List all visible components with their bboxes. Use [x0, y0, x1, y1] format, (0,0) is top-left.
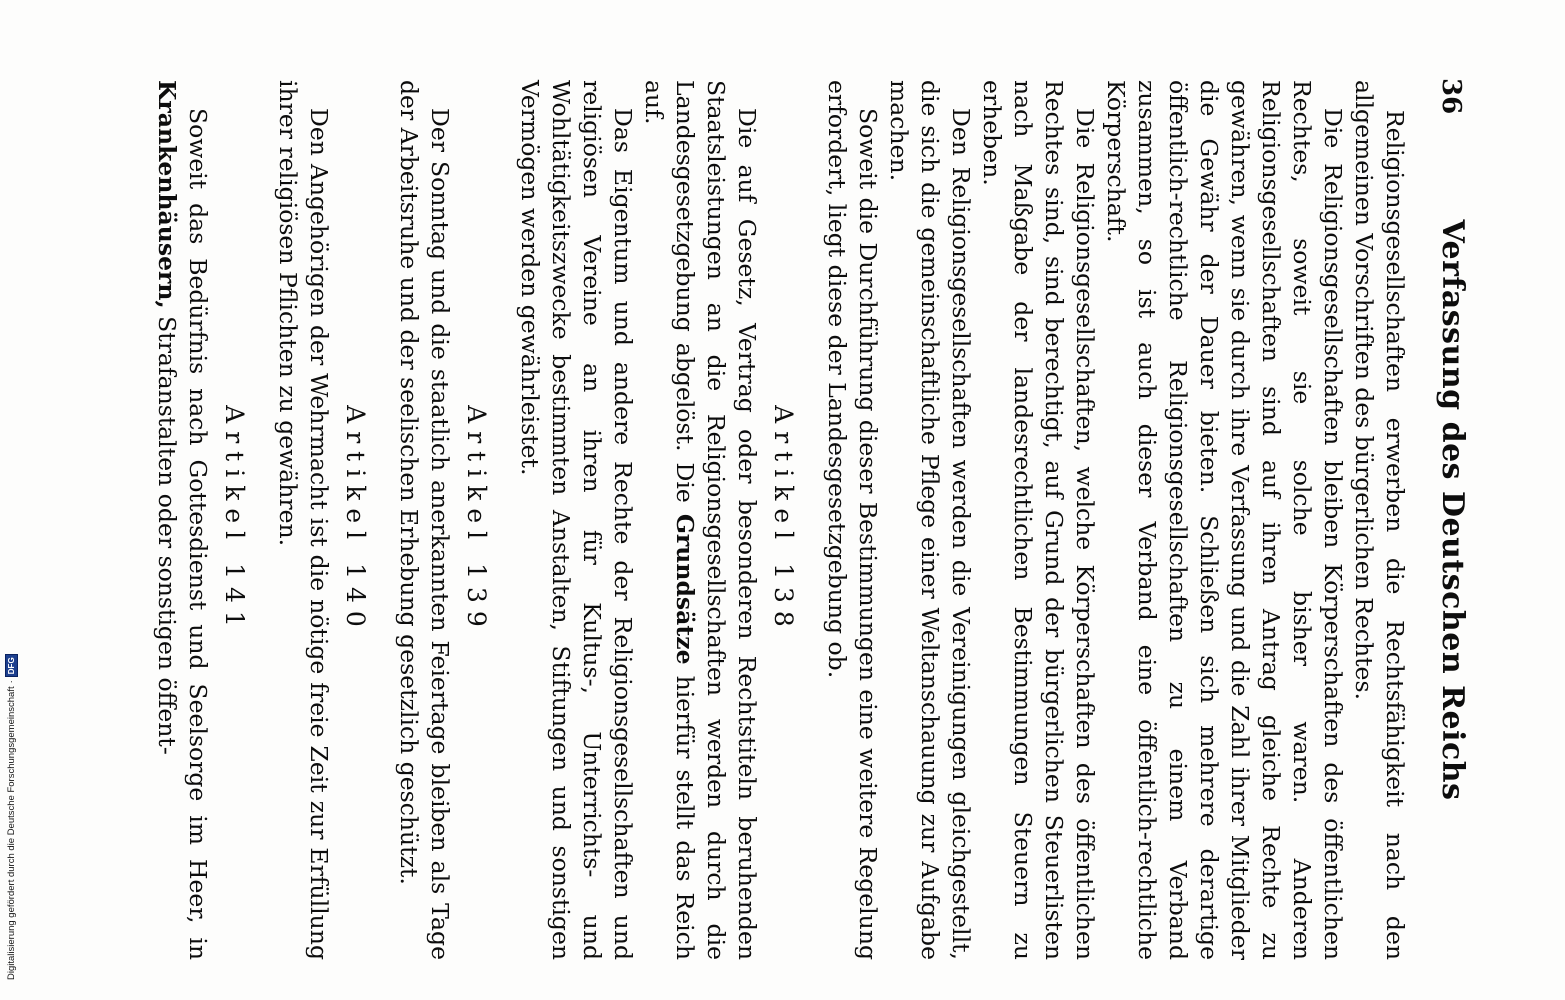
running-head	[1422, 70, 1470, 950]
running-title: Verfassung des Deutschen Reichs	[1435, 219, 1470, 801]
paragraph	[638, 80, 762, 960]
body-text	[151, 80, 1410, 960]
bold-word: Grundsätze	[671, 513, 699, 665]
paragraph: Das Eigentum und andere Rechte der Religionsgesellschaften und religiösen Vereine an ihren für Kultus-, Unterrichts- und Wohltätigkeitszwecke bestimmten Anstalten, Stiftungen und sonstigen Vermögen werden gewährleistet.	[516, 80, 637, 960]
paragraph: Die Religionsgesellschaften bleiben Körperschaften des öffentlichen Rechtes, soweit sie solche bisher waren. Anderen Religionsgesellschaften sind auf ihren Antrag gleiche Rechte zu gewähren, wenn sie durch ihre Verfassung und die Zahl ihrer Mitglieder die Gewähr der Dauer bieten. Schließen sich mehrere derartige öffentlich-rechtliche Religionsgesellschaften zu einem Verband zusammen, so ist auch dieser Verband eine öffentlich-rechtliche Körperschaft.	[1102, 80, 1347, 960]
bold-word: Krankenhäusern,	[153, 80, 181, 309]
paragraph-text: hierfür stellt das Reich auf.	[640, 80, 699, 960]
dfg-logo-icon: DFG	[5, 654, 18, 677]
printed-page	[70, 70, 1470, 960]
paragraph-text: Die auf Gesetz, Vertrag oder besonderen Rechtstiteln beruhenden Staatsleistungen an die Religionsgesellschaften werden durch die Landesgesetzgebung abgelöst.	[671, 80, 761, 960]
paragraph-text: Die	[671, 462, 699, 503]
paragraph	[151, 80, 213, 960]
paragraph: Die Religionsgesellschaften, welche Körperschaften des öffentlichen Rechtes sind, sind berechtigt, auf Grund der bürgerlichen Steuerlisten nach Maßgabe der landesrechtlichen Bestimmungen Steuern zu erheben.	[978, 80, 1099, 960]
article-heading-140: Artikel 140	[341, 405, 370, 635]
paragraph-text: Soweit das Bedürfnis nach Gottesdienst und Seelsorge im Heer, in	[184, 108, 212, 960]
article-heading-139: Artikel 139	[462, 405, 491, 635]
digitization-footer: Digitalisierung gefördert durch die Deutsche Forschungsgemeinschaft · DFG	[4, 580, 18, 980]
article-heading-141: Artikel 141	[220, 405, 249, 635]
footer-text: Digitalisierung gefördert durch die Deutsche Forschungsgemeinschaft	[5, 686, 17, 980]
paragraph-text: Strafanstalten oder sonstigen öffent-	[153, 316, 181, 755]
page-number: 36	[1436, 78, 1466, 115]
paragraph: Der Sonntag und die staatlich anerkannten Feiertage bleiben als Tage der Arbeitsruhe und der seelischen Erhebung gesetzlich geschützt.	[395, 80, 454, 960]
paragraph: Soweit die Durchführung dieser Bestimmungen eine weitere Regelung erfordert, liegt diese der Landesgesetzgebung ob.	[823, 80, 882, 960]
paragraph: Den Religionsgesellschaften werden die Vereinigungen gleichgestellt, die sich die gemeinschaftliche Pflege einer Weltanschauung zur Aufgabe machen.	[885, 80, 975, 960]
paragraph: Religionsgesellschaften erwerben die Rechtsfähigkeit nach den allgemeinen Vorschriften des bürgerlichen Rechtes.	[1350, 80, 1409, 960]
article-heading-138: Artikel 138	[769, 405, 798, 635]
paragraph: Den Angehörigen der Wehrmacht ist die nötige freie Zeit zur Erfüllung ihrer religiösen Pflichten zu gewähren.	[274, 80, 333, 960]
